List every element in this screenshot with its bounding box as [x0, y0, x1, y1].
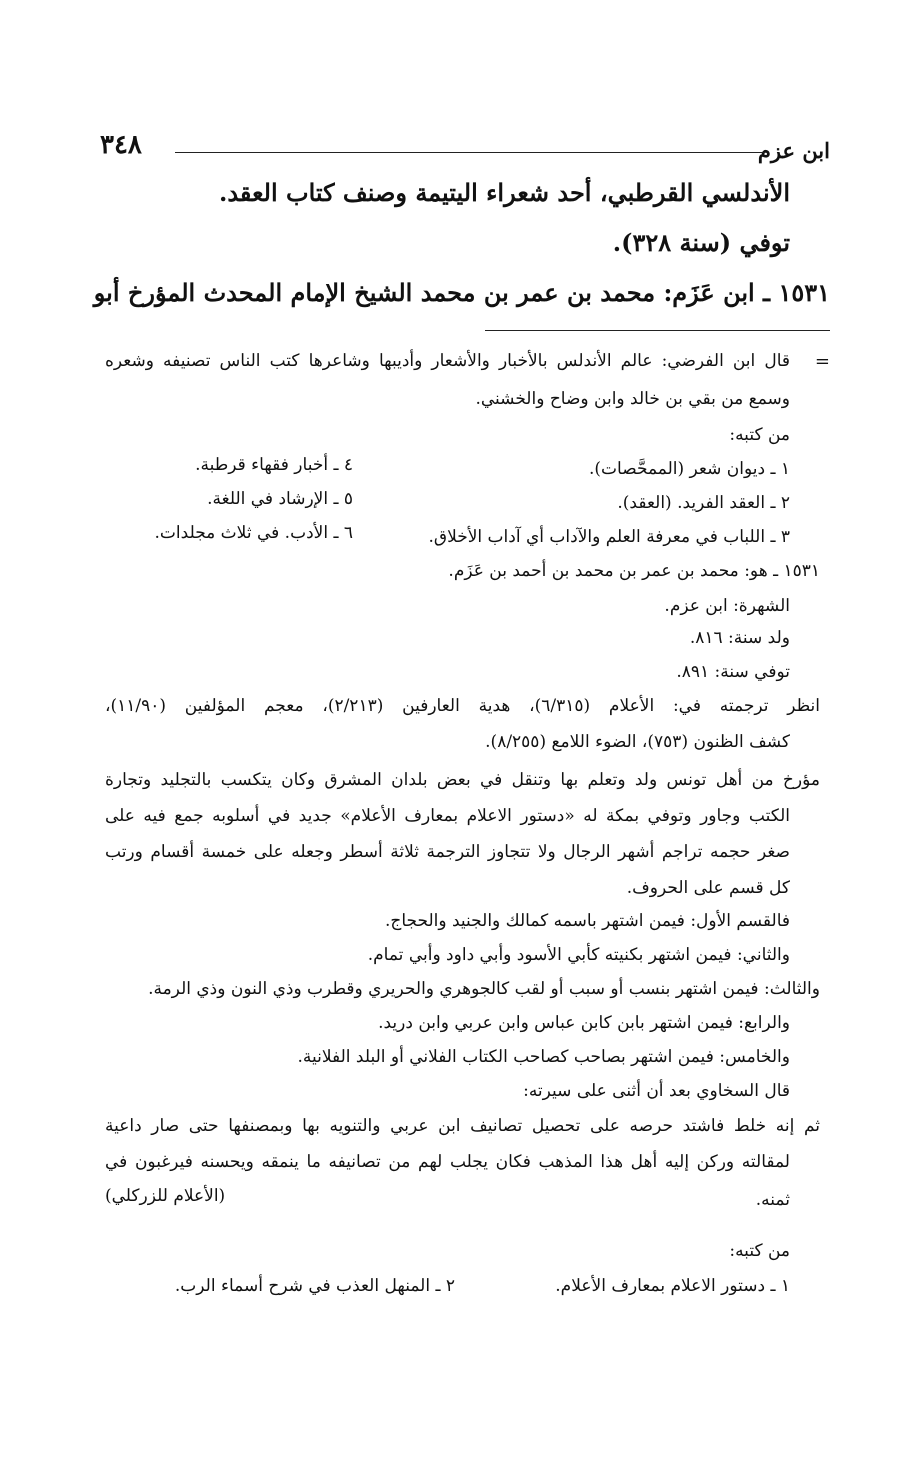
quote-line: ثم إنه خلط فاشتد حرصه على تحصيل تصانيف ابن عربي والتنويه بها وبمصنفها حتى صار داعية [105, 1116, 820, 1136]
books-label: من كتبه: [729, 425, 790, 445]
book-item: ٤ ـ أخبار فقهاء قرطبة. [195, 455, 353, 475]
fame-line: الشهرة: ابن عزم. [664, 596, 790, 616]
footnote-line: قال ابن الفرضي: عالم الأندلس بالأخبار والأشعار وأديبها وشاعرها كتب الناس تصنيفه وشعره [105, 351, 790, 371]
section-line: والثاني: فيمن اشتهر بكنيته كأبي الأسود وأبي داود وأبي تمام. [367, 945, 790, 965]
books-label: من كتبه: [729, 1241, 790, 1261]
references-line: انظر ترجمته في: الأعلام (٦/٣١٥)، هدية العارفين (٢/٢١٣)، معجم المؤلفين (١١/٩٠)، [105, 696, 821, 716]
references-line: كشف الظنون (٧٥٣)، الضوء اللامع (٨/٢٥٥). [485, 732, 790, 752]
book-item: ١ ـ ديوان شعر (الممحَّصات). [589, 459, 790, 479]
sakhawi-line: قال السخاوي بعد أن أثنى على سيرته: [523, 1081, 790, 1101]
header-rule [175, 152, 765, 153]
running-title: ابن عزم [757, 138, 830, 163]
main-text-line: توفي (سنة ٣٢٨). [612, 228, 790, 257]
entry-heading: ١٥٣١ ـ ابن عَزَم: محمد بن عمر بن محمد الشيخ الإمام المحدث المؤرخ أبو [93, 278, 830, 307]
death-line: توفي سنة: ٨٩١. [676, 662, 790, 682]
quote-line: ثمنه. [755, 1190, 790, 1210]
footnote-separator [485, 330, 830, 331]
birth-line: ولد سنة: ٨١٦. [689, 628, 790, 648]
book-item: ٦ ـ الأدب. في ثلاث مجلدات. [154, 523, 353, 543]
book-item: ١ ـ دستور الاعلام بمعارف الأعلام. [555, 1276, 790, 1296]
section-line: والخامس: فيمن اشتهر بصاحب كصاحب الكتاب الفلاني أو البلد الفلانية. [297, 1047, 790, 1067]
quote-source: (الأعلام للزركلي) [105, 1186, 226, 1206]
book-item: ٥ ـ الإرشاد في اللغة. [207, 489, 353, 509]
footnote-heading: ١٥٣١ ـ هو: محمد بن عمر بن محمد بن أحمد بن عَزَم. [448, 561, 820, 581]
book-item: ٢ ـ العقد الفريد. (العقد). [617, 493, 790, 513]
bio-line: مؤرخ من أهل تونس ولد وتعلم بها وتنقل في بعض بلدان المشرق وكان يتكسب بالتجليد وتجارة [105, 770, 820, 790]
section-line: فالقسم الأول: فيمن اشتهر باسمه كمالك والجنيد والحجاج. [384, 911, 790, 931]
page-number: ٣٤٨ [100, 130, 142, 160]
bio-line: كل قسم على الحروف. [626, 878, 790, 898]
continuation-marker: = [814, 351, 830, 372]
quote-line: لمقالته وركن إليه أهل هذا المذهب فكان يجلب لهم من تصانيفه ما ينمقه ويحسنه فيرغبون في [105, 1152, 790, 1172]
footnote-line: وسمع من بقي بن خالد وابن وضاح والخشني. [475, 389, 790, 409]
bio-line: صغر حجمه تراجم أشهر الرجال ولا تتجاوز الترجمة ثلاثة أسطر وجعله على خمسة أقسام ورتب [105, 842, 790, 862]
section-line: والرابع: فيمن اشتهر بابن كابن عباس وابن عربي وابن دريد. [378, 1013, 790, 1033]
section-line: والثالث: فيمن اشتهر بنسب أو سبب أو لقب كالجوهري والحريري وقطرب وذي النون وذي الرمة. [148, 979, 820, 999]
book-item: ٢ ـ المنهل العذب في شرح أسماء الرب. [174, 1276, 455, 1296]
bio-line: الكتب وجاور وتوفي بمكة له «دستور الاعلام بمعارف الأعلام» جديد في أسلوبه جمع فيه على [105, 806, 790, 826]
book-item: ٣ ـ اللباب في معرفة العلم والآداب أي آداب الأخلاق. [428, 527, 790, 547]
main-text-line: الأندلسي القرطبي، أحد شعراء اليتيمة وصنف كتاب العقد. [218, 178, 790, 207]
